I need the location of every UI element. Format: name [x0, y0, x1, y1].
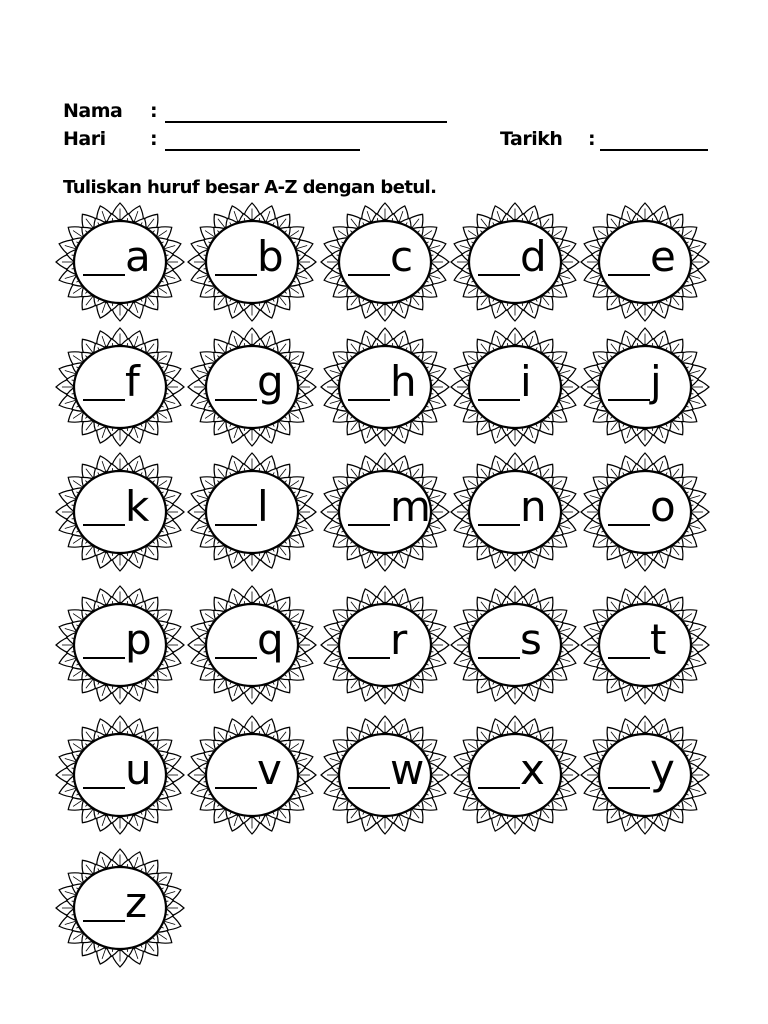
letter-cell-l: [187, 452, 317, 572]
lowercase-letter: v: [257, 745, 282, 794]
lowercase-letter: p: [125, 615, 152, 664]
lowercase-letter: u: [125, 745, 152, 794]
uppercase-answer-blank[interactable]: [348, 524, 390, 526]
lowercase-letter: k: [125, 482, 150, 531]
sunflower-icon: [55, 848, 185, 968]
uppercase-answer-blank[interactable]: [348, 787, 390, 789]
lowercase-letter: q: [257, 615, 284, 664]
lowercase-letter: c: [390, 232, 414, 281]
sunflower-icon: [580, 327, 710, 447]
lowercase-letter: l: [257, 482, 269, 531]
sunflower-icon: [55, 202, 185, 322]
lowercase-letter: n: [520, 482, 547, 531]
letter-cell-g: [187, 327, 317, 447]
lowercase-letter: h: [390, 357, 417, 406]
date-field[interactable]: [600, 149, 708, 151]
sunflower-icon: [55, 715, 185, 835]
sunflower-icon: [580, 715, 710, 835]
letter-cell-i: [450, 327, 580, 447]
uppercase-answer-blank[interactable]: [608, 787, 650, 789]
uppercase-answer-blank[interactable]: [83, 657, 125, 659]
instruction-text: Tuliskan huruf besar A-Z dengan betul.: [63, 177, 437, 198]
uppercase-answer-blank[interactable]: [215, 274, 257, 276]
sunflower-icon: [187, 585, 317, 705]
day-field[interactable]: [165, 149, 360, 151]
letter-cell-m: [320, 452, 450, 572]
sunflower-icon: [580, 585, 710, 705]
letter-cell-v: [187, 715, 317, 835]
uppercase-answer-blank[interactable]: [83, 524, 125, 526]
sunflower-icon: [450, 715, 580, 835]
letter-cell-y: [580, 715, 710, 835]
sunflower-icon: [187, 452, 317, 572]
uppercase-answer-blank[interactable]: [478, 657, 520, 659]
letter-cell-b: [187, 202, 317, 322]
day-label: Hari: [63, 128, 106, 150]
sunflower-icon: [55, 452, 185, 572]
uppercase-answer-blank[interactable]: [83, 787, 125, 789]
letter-cell-a: [55, 202, 185, 322]
lowercase-letter: j: [650, 357, 662, 406]
name-colon: :: [150, 100, 158, 122]
sunflower-icon: [580, 452, 710, 572]
uppercase-answer-blank[interactable]: [608, 274, 650, 276]
uppercase-answer-blank[interactable]: [215, 787, 257, 789]
sunflower-icon: [187, 202, 317, 322]
letter-cell-e: [580, 202, 710, 322]
letter-cell-q: [187, 585, 317, 705]
lowercase-letter: x: [520, 745, 545, 794]
sunflower-icon: [320, 202, 450, 322]
sunflower-icon: [450, 202, 580, 322]
lowercase-letter: e: [650, 232, 676, 281]
uppercase-answer-blank[interactable]: [83, 274, 125, 276]
uppercase-answer-blank[interactable]: [215, 657, 257, 659]
uppercase-answer-blank[interactable]: [348, 274, 390, 276]
letter-cell-w: [320, 715, 450, 835]
lowercase-letter: d: [520, 232, 547, 281]
letter-cell-x: [450, 715, 580, 835]
uppercase-answer-blank[interactable]: [608, 524, 650, 526]
name-field[interactable]: [165, 121, 447, 123]
sunflower-icon: [187, 715, 317, 835]
letter-cell-j: [580, 327, 710, 447]
uppercase-answer-blank[interactable]: [348, 657, 390, 659]
lowercase-letter: s: [520, 615, 542, 664]
name-label: Nama: [63, 100, 123, 122]
sunflower-icon: [450, 327, 580, 447]
letter-cell-h: [320, 327, 450, 447]
uppercase-answer-blank[interactable]: [478, 524, 520, 526]
sunflower-icon: [187, 327, 317, 447]
lowercase-letter: o: [650, 482, 676, 531]
lowercase-letter: b: [257, 232, 284, 281]
lowercase-letter: g: [257, 357, 284, 406]
uppercase-answer-blank[interactable]: [348, 399, 390, 401]
sunflower-icon: [320, 585, 450, 705]
date-colon: :: [588, 128, 596, 150]
uppercase-answer-blank[interactable]: [608, 657, 650, 659]
letter-cell-f: [55, 327, 185, 447]
sunflower-icon: [320, 327, 450, 447]
letter-cell-z: [55, 848, 185, 968]
date-label: Tarikh: [500, 128, 563, 150]
sunflower-icon: [580, 202, 710, 322]
lowercase-letter: r: [390, 615, 408, 664]
uppercase-answer-blank[interactable]: [478, 787, 520, 789]
uppercase-answer-blank[interactable]: [478, 399, 520, 401]
lowercase-letter: f: [125, 357, 140, 406]
lowercase-letter: t: [650, 615, 667, 664]
letter-cell-u: [55, 715, 185, 835]
uppercase-answer-blank[interactable]: [215, 524, 257, 526]
sunflower-icon: [55, 585, 185, 705]
letter-cell-k: [55, 452, 185, 572]
letter-cell-n: [450, 452, 580, 572]
lowercase-letter: w: [390, 745, 425, 794]
uppercase-answer-blank[interactable]: [478, 274, 520, 276]
sunflower-icon: [55, 327, 185, 447]
letter-cell-p: [55, 585, 185, 705]
lowercase-letter: z: [125, 878, 148, 927]
lowercase-letter: m: [390, 482, 431, 531]
letter-cell-r: [320, 585, 450, 705]
sunflower-icon: [320, 715, 450, 835]
uppercase-answer-blank[interactable]: [83, 399, 125, 401]
letter-cell-d: [450, 202, 580, 322]
day-colon: :: [150, 128, 158, 150]
lowercase-letter: a: [125, 232, 151, 281]
uppercase-answer-blank[interactable]: [83, 920, 125, 922]
letter-cell-c: [320, 202, 450, 322]
uppercase-answer-blank[interactable]: [608, 399, 650, 401]
sunflower-icon: [450, 452, 580, 572]
letter-cell-t: [580, 585, 710, 705]
lowercase-letter: y: [650, 745, 675, 794]
letter-cell-s: [450, 585, 580, 705]
lowercase-letter: i: [520, 357, 532, 406]
uppercase-answer-blank[interactable]: [215, 399, 257, 401]
letter-cell-o: [580, 452, 710, 572]
sunflower-icon: [450, 585, 580, 705]
